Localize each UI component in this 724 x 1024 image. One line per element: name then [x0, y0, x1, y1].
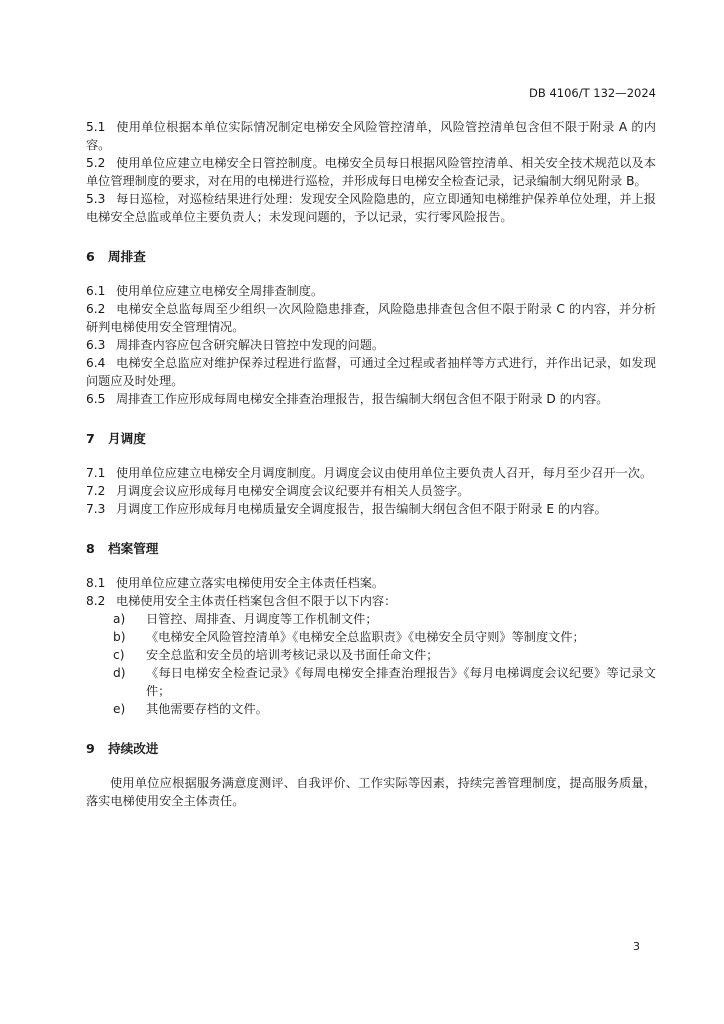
- closing-paragraph: 使用单位应根据服务满意度测评、自我评价、工作实际等因素，持续完善管理制度，提高服务质量，落实电梯使用安全主体责任。: [86, 776, 656, 808]
- clause-7-3: 7.3 月调度工作应形成每月电梯质量安全调度报告，报告编制大纲包含但不限于附录 E 的内容。: [86, 502, 607, 516]
- section-heading-6: 6 周排查: [86, 249, 146, 264]
- list-item-b: b) 《电梯安全风险管控清单》《电梯安全总监职责》《电梯安全员守则》等制度文件；: [113, 630, 585, 644]
- section-heading-9: 9 持续改进: [86, 741, 159, 756]
- clause-6-2: 6.2 电梯安全总监每周至少组织一次风险隐患排查，风险隐患排查包含但不限于附录 C 的内容，并分析研判电梯使用安全管理情况。: [86, 302, 656, 334]
- section-heading-8: 8 档案管理: [86, 541, 159, 556]
- clause-6-5: 6.5 周排查工作应形成每周电梯安全排查治理报告，报告编制大纲包含但不限于附录 D 的内容。: [86, 392, 609, 406]
- list-item-e: e) 其他需要存档的文件。: [113, 702, 268, 716]
- clause-6-3: 6.3 周排查内容应包含研究解决日管控中发现的问题。: [86, 338, 385, 352]
- clause-8-1: 8.1 使用单位应建立落实电梯使用安全主体责任档案。: [86, 576, 385, 590]
- clause-5-1: 5.1 使用单位根据本单位实际情况制定电梯安全风险管控清单，风险管控清单包含但不限于附录 A 的内容。: [86, 120, 656, 152]
- clause-7-1: 7.1 使用单位应建立电梯安全月调度制度。月调度会议由使用单位主要负责人召开，每月至少召开一次。: [86, 466, 653, 480]
- clause-8-2: 8.2 电梯使用安全主体责任档案包含但不限于以下内容：: [86, 594, 397, 608]
- list-item-c: c) 安全总监和安全员的培训考核记录以及书面任命文件；: [113, 648, 439, 662]
- clause-5-2: 5.2 使用单位应建立电梯安全日管控制度。电梯安全员每日根据风险管控清单、相关安全技术规范以及本单位管理制度的要求，对在用的电梯进行巡检，并形成每日电梯安全检查记录，记录编制大纲见附录 B。: [86, 156, 656, 188]
- section-heading-7: 7 月调度: [86, 431, 146, 446]
- clause-6-4: 6.4 电梯安全总监应对维护保养过程进行监督，可通过全过程或者抽样等方式进行，并作出记录，如发现问题应及时处理。: [86, 356, 656, 388]
- page-number: 3: [633, 940, 640, 953]
- list-item-a: a) 日管控、周排查、月调度等工作机制文件；: [113, 612, 378, 626]
- clause-6-1: 6.1 使用单位应建立电梯安全周排查制度。: [86, 284, 324, 298]
- list-item-d: d) 《每日电梯安全检查记录》《每周电梯安全排查治理报告》《每月电梯调度会议纪要》等记录文件；: [113, 666, 656, 698]
- page-content: [86, 118, 656, 810]
- standard-code: DB 4106/T 132—2024: [529, 86, 656, 100]
- clause-7-2: 7.2 月调度会议应形成每月电梯安全调度会议纪要并有相关人员签字。: [86, 484, 470, 498]
- clause-5-3: 5.3 每日巡检，对巡检结果进行处理：发现安全风险隐患的，应立即通知电梯维护保养单位处理，并上报电梯安全总监或单位主要负责人；未发现问题的，予以记录，实行零风险报告。: [86, 192, 656, 224]
